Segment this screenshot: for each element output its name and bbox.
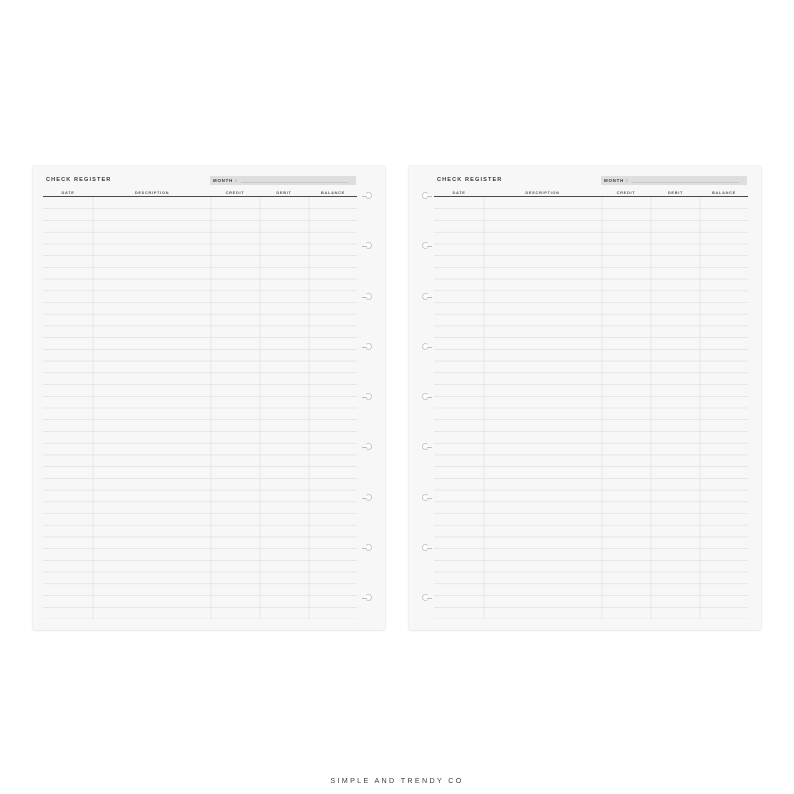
month-write-line xyxy=(241,182,348,183)
month-label: MONTH : xyxy=(604,178,629,183)
column-header-debit: DEBIT xyxy=(667,190,684,195)
planner-page-left xyxy=(33,166,385,630)
column-header-description: DESCRIPTION xyxy=(134,190,170,195)
register-grid xyxy=(43,197,357,619)
disc-tab-6 xyxy=(365,443,372,450)
disc-tab-2 xyxy=(365,242,372,249)
disc-tab-1 xyxy=(422,192,429,199)
column-header-date: DATE xyxy=(61,190,75,195)
month-label: MONTH : xyxy=(213,178,238,183)
disc-tab-3 xyxy=(365,293,372,300)
brand-footer: SIMPLE AND TRENDY CO xyxy=(330,776,464,785)
column-header-credit: CREDIT xyxy=(616,190,636,195)
disc-tab-4 xyxy=(422,343,429,350)
disc-tab-7 xyxy=(365,494,372,501)
column-header-debit: DEBIT xyxy=(276,190,292,195)
register-grid xyxy=(434,197,748,619)
disc-tab-5 xyxy=(365,393,372,400)
disc-tab-8 xyxy=(365,544,372,551)
disc-tab-3 xyxy=(422,293,429,300)
month-field xyxy=(210,176,356,185)
column-header-balance: BALANCE xyxy=(321,190,345,195)
page-title: CHECK REGISTER xyxy=(437,177,503,183)
disc-tab-7 xyxy=(422,494,429,501)
disc-tab-5 xyxy=(422,393,429,400)
disc-tab-9 xyxy=(365,594,372,601)
planner-page-right xyxy=(409,166,761,630)
disc-tab-2 xyxy=(422,242,429,249)
column-header-date: DATE xyxy=(452,190,466,195)
disc-tab-8 xyxy=(422,544,429,551)
disc-tab-4 xyxy=(365,343,372,350)
month-field xyxy=(601,176,747,185)
column-header-balance: BALANCE xyxy=(712,190,736,195)
column-header-description: DESCRIPTION xyxy=(525,190,560,195)
disc-tab-6 xyxy=(422,443,429,450)
month-write-line xyxy=(632,182,739,183)
page-title: CHECK REGISTER xyxy=(46,177,112,183)
disc-tab-9 xyxy=(422,594,429,601)
column-header-credit: CREDIT xyxy=(225,190,245,195)
disc-tab-1 xyxy=(365,192,372,199)
